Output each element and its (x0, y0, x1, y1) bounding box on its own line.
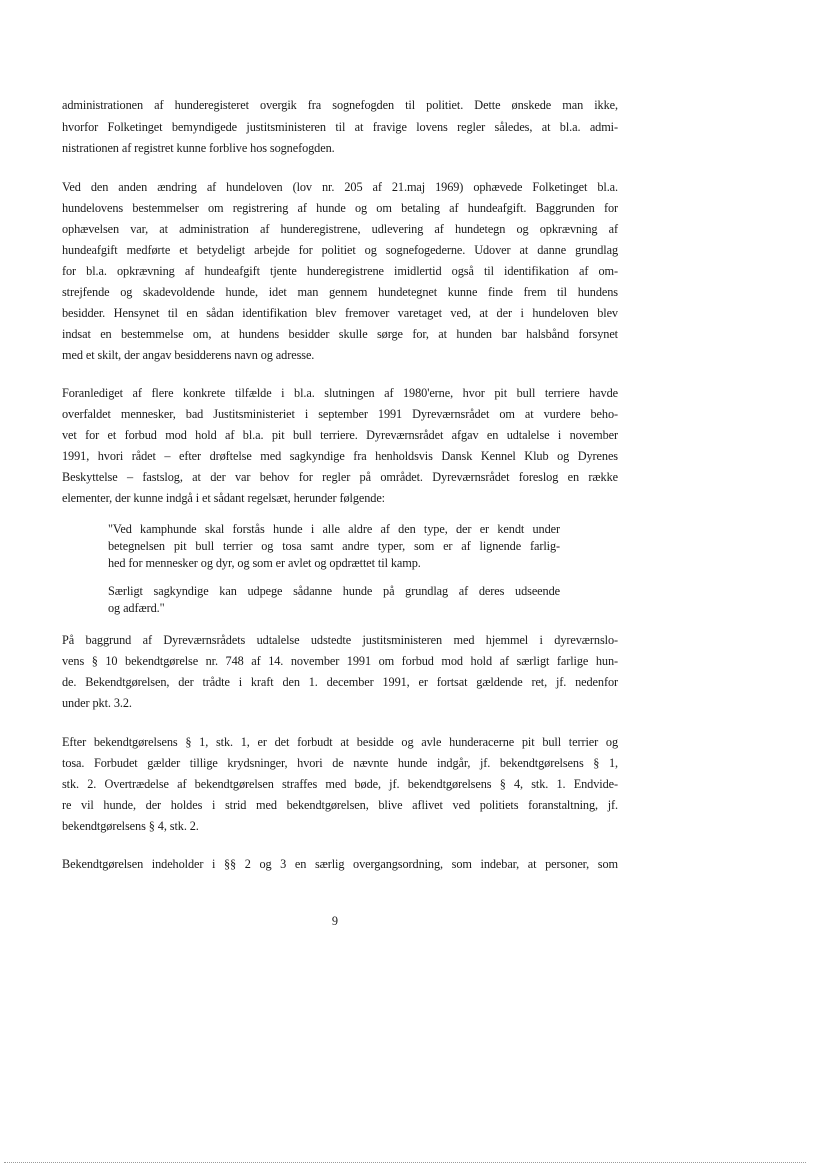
text-line: elementer, der kunne indgå i et sådant regelsæt, herunder følgende: (62, 491, 385, 505)
quote-line: betegnelsen pit bull terrier og tosa samt andre typer, som er af lignende farlig- (108, 539, 560, 553)
text-line: hundeafgift medførte et betydeligt arbejde for politiet og sognefogederne. Udover at danne grundlag (62, 243, 618, 257)
text-line: ophævelsen var, at administration af hunderegistrene, udlevering af hundetegn og opkrævning af (62, 222, 618, 236)
text-line: besidder. Hensynet til en sådan identifikation blev fremover varetaget ved, at der i hundeloven blev (62, 306, 618, 320)
text-line: 1991, hvori rådet – efter drøftelse med sagkyndige fra henholdsvis Dansk Kennel Klub og Dyrenes (62, 449, 618, 463)
text-line: for bl.a. opkrævning af hundeafgift tjente hunderegistrene imidlertid også til identifikation af om- (62, 264, 618, 278)
scan-edge-divider (4, 1162, 806, 1163)
text-line: tosa. Forbudet gælder tillige krydsninger, hvori de nævnte hunde indgår, jf. bekendtgørelsens § 1, (62, 756, 618, 770)
text-line: med et skilt, der angav besidderens navn og adresse. (62, 348, 315, 362)
text-line: de. Bekendtgørelsen, der trådte i kraft den 1. december 1991, er fortsat gældende ret, jf. nedenfor (62, 675, 618, 689)
quote-line: Særligt sagkyndige kan udpege sådanne hunde på grundlag af deres udseende (108, 584, 560, 598)
quote-line: hed for mennesker og dyr, og som er avlet og opdrættet til kamp. (108, 556, 421, 570)
text-line: vet for et forbud mod hold af bl.a. pit bull terriere. Dyreværnsrådet afgav en udtalelse i november (62, 428, 618, 442)
text-line: hvorfor Folketinget bemyndigede justitsministeren til at fravige lovens regler således, at bl.a. admi- (62, 120, 618, 134)
quote-line: og adfærd." (108, 601, 165, 615)
text-line: Bekendtgørelsen indeholder i §§ 2 og 3 en særlig overgangsordning, som indebar, at personer, som (62, 857, 618, 871)
text-line: re vil hunde, der holdes i strid med bekendtgørelsen, blive aflivet ved politiets foranstaltning, jf. (62, 798, 618, 812)
text-line: overfaldet mennesker, bad Justitsministeriet i september 1991 Dyreværnsrådet om at vurdere beho- (62, 407, 618, 421)
text-line: stk. 2. Overtrædelse af bekendtgørelsen straffes med bøde, jf. bekendtgørelsens § 4, stk. 1. Endvide- (62, 777, 618, 791)
text-line: bekendtgørelsens § 4, stk. 2. (62, 819, 199, 833)
text-line: Beskyttelse – fastslog, at der var behov for regler på området. Dyreværnsrådet foreslog en række (62, 470, 618, 484)
text-line: administrationen af hunderegisteret overgik fra sognefogden til politiet. Dette ønskede man ikke, (62, 98, 618, 112)
text-line: hundelovens bestemmelser om registrering af hunde og om betaling af hundeafgift. Baggrunden for (62, 201, 618, 215)
text-line: nistrationen af registret kunne forblive hos sognefogden. (62, 141, 335, 155)
text-line: Foranlediget af flere konkrete tilfælde i bl.a. slutningen af 1980'erne, hvor pit bull terriere havde (62, 386, 618, 400)
text-line: under pkt. 3.2. (62, 696, 132, 710)
quote-line: "Ved kamphunde skal forstås hunde i alle aldre af den type, der er kendt under (108, 522, 560, 536)
text-line: vens § 10 bekendtgørelse nr. 748 af 14. november 1991 om forbud mod hold af særligt farlige hun- (62, 654, 618, 668)
text-line: På baggrund af Dyreværnsrådets udtalelse udstedte justitsministeren med hjemmel i dyreværnslo- (62, 633, 618, 647)
text-line: Efter bekendtgørelsens § 1, stk. 1, er det forbudt at besidde og avle hunderacerne pit bull terrier og (62, 735, 618, 749)
text-line: indsat en bestemmelse om, at hundens besidder skulle sørge for, at hunden bar halsbånd forsynet (62, 327, 618, 341)
page-number: 9 (331, 914, 339, 928)
text-line: Ved den anden ændring af hundeloven (lov nr. 205 af 21.maj 1969) ophævede Folketinget bl.a. (62, 180, 618, 194)
text-line: strejfende og skadevoldende hunde, idet man gennem hundetegnet kunne finde frem til hundens (62, 285, 618, 299)
